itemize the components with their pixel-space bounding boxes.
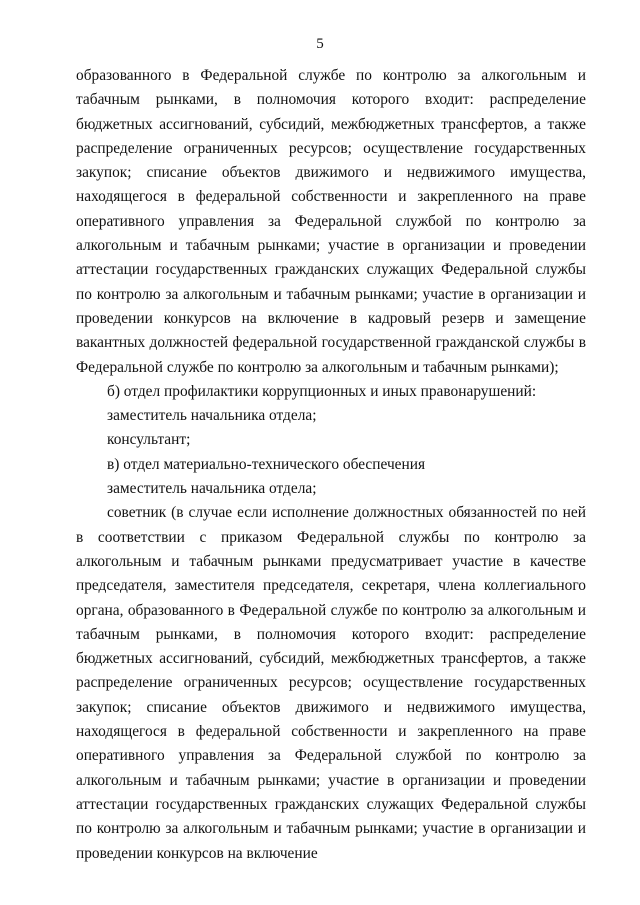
paragraph-position: заместитель начальника отдела; [107,480,317,498]
paragraph-position: заместитель начальника отдела; [107,407,317,425]
paragraph-advisor: советник (в случае если исполнение должностных обязанностей по ней в соответствии с приказом Федеральной службы по контролю за алкогольным и табачным рынками предусматривает участие в качестве председателя, заместителя председателя, секретаря, члена коллегиального органа, образованного в Федеральной службе по контролю за алкогольным и табачным рынками, в полномочия которого входит: распределение бюджетных ассигнований, субсидий, межбюджетных трансфертов, а также распределение ограниченных ресурсов; осуществление государственных закупок; списание объектов движимого и недвижимого имущества, находящегося в федеральной собственности и закрепленного на праве оперативного управления за Федеральной службой по контролю за алкогольным и табачным рынками; участие в организации и проведении аттестации государственных гражданских служащих Федеральной службы по контролю за алкогольным и табачным рынками; участие в организации и проведении конкурсов на включение [76,504,586,862]
page-number: 5 [316,36,324,52]
paragraph-item-b: б) отдел профилактики коррупционных и иных правонарушений: [107,382,537,400]
document-body [76,64,586,866]
paragraph-item-v: в) отдел материально-технического обеспечения [107,455,426,473]
paragraph-position: консультант; [107,431,191,449]
paragraph-continuation: образованного в Федеральной службе по контролю за алкогольным и табачным рынками, в полномочия которого входит: распределение бюджетных ассигнований, субсидий, межбюджетных трансфертов, а также распределение ограниченных ресурсов; осуществление государственных закупок; списание объектов движимого и недвижимого имущества, находящегося в федеральной собственности и закрепленного на праве оперативного управления за Федеральной службой по контролю за алкогольным и табачным рынками; участие в организации и проведении аттестации государственных гражданских служащих Федеральной службы по контролю за алкогольным и табачным рынками; участие в организации и проведении конкурсов на включение в кадровый резерв и замещение вакантных должностей федеральной государственной гражданской службы в Федеральной службе по контролю за алкогольным и табачным рынками); [76,67,586,376]
